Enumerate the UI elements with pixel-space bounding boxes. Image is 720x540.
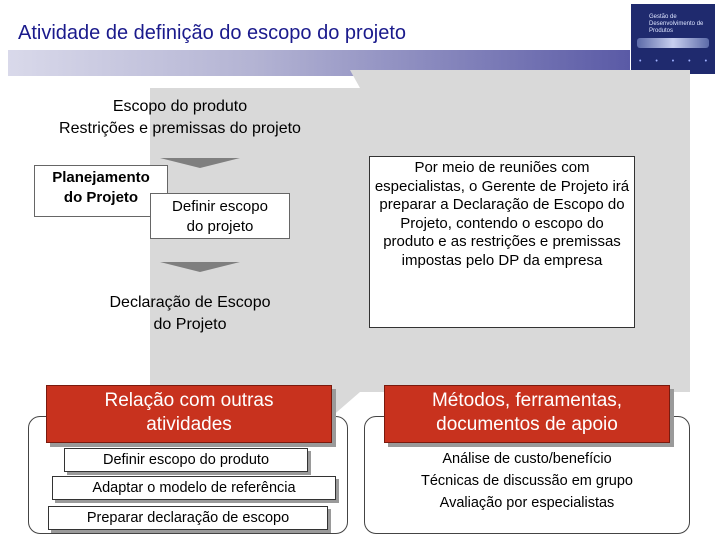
flow-arrow-2	[160, 262, 240, 272]
planning-box: Planejamento do Projeto	[34, 165, 168, 217]
inputs-text	[20, 96, 340, 140]
relation-item: Definir escopo do produto	[64, 448, 308, 472]
logo-text: Gestão de Desenvolvimento de Produtos	[649, 14, 704, 34]
flow-arrow-1	[160, 158, 240, 168]
relation-item: Adaptar o modelo de referência	[52, 476, 336, 500]
logo-dots: • • • • •	[639, 58, 714, 65]
method-item: Análise de custo/benefício	[442, 451, 612, 467]
output-text: Declaração de Escopo do Projeto	[109, 294, 271, 333]
activity-box: Definir escopo do projeto	[150, 193, 290, 239]
method-item: Avaliação por especialistas	[439, 495, 615, 511]
page-title: Atividade de definição do escopo do projeto	[18, 22, 407, 44]
input-product-scope: Escopo do produto	[112, 98, 248, 115]
methods-header: Métodos, ferramentas, documentos de apoio	[384, 385, 670, 443]
input-restrictions: Restrições e premissas do projeto	[59, 120, 301, 137]
methods-list	[364, 448, 690, 514]
description-box: Por meio de reuniões com especialistas, o Gerente de Projeto irá preparar a Declaração de Escopo do Projeto, contendo o escopo do produto e as restrições e premissas impostas pelo DP da empresa	[369, 156, 635, 328]
relation-item: Preparar declaração de escopo	[48, 506, 328, 530]
relations-header: Relação com outras atividades	[46, 385, 332, 443]
method-item: Técnicas de discussão em grupo	[421, 473, 633, 489]
